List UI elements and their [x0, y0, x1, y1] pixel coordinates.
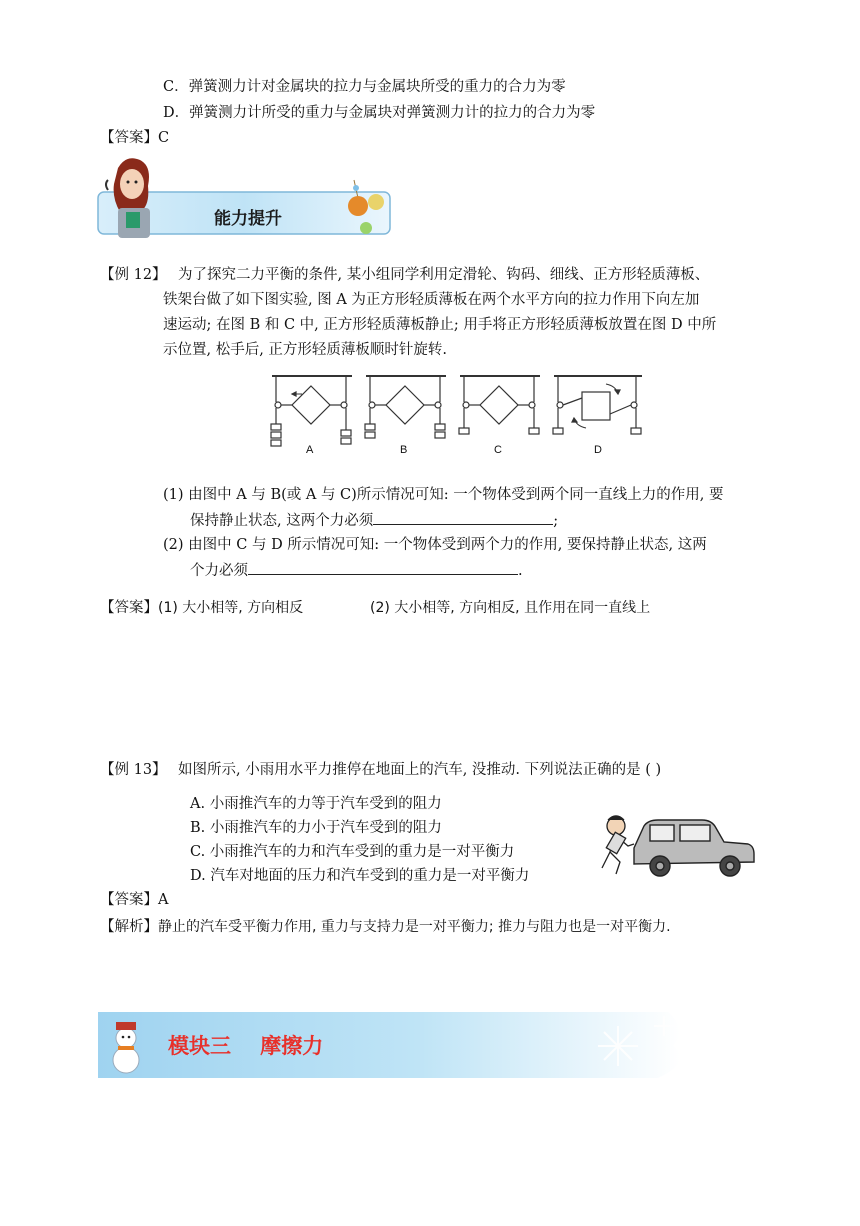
apparatus-c [459, 376, 540, 434]
ex12-label: 【例 12】 [100, 267, 167, 283]
ex12-line4: 示位置, 松手后, 正方形轻质薄板顺时针旋转. [163, 342, 448, 358]
ex12-line1: 为了探究二力平衡的条件, 某小组同学利用定滑轮、钩码、细线、正方形轻质薄板、 [178, 267, 710, 283]
figure-label-d: D [594, 444, 602, 456]
banner-title: 能力提升 [214, 209, 282, 229]
apparatus-d [553, 376, 642, 434]
figure-label-c: C [494, 444, 502, 456]
car-icon [598, 812, 758, 884]
q1-answer-blank[interactable] [373, 510, 553, 525]
ex13-stem: 如图所示, 小雨用水平力推停在地面上的汽车, 没推动. 下列说法正确的是 ( ) [178, 762, 662, 778]
q2-answer-blank[interactable] [248, 560, 518, 575]
answer-prev [100, 128, 169, 148]
option-d-prev: D．弹簧测力计所受的重力与金属块对弹簧测力计的拉力的合力为零 [163, 105, 596, 121]
ex12-answer [100, 598, 303, 618]
apparatus-a [271, 376, 352, 446]
answer-label: 【答案】 [100, 892, 158, 908]
ex12-line3: 速运动; 在图 B 和 C 中, 正方形轻质薄板静止; 用手将正方形轻质薄板放置在图 D 中所 [163, 317, 717, 333]
ex13-analysis [100, 917, 671, 937]
ex12-q1-line2 [190, 510, 558, 531]
answer-2: (2) 大小相等, 方向相反, 且作用在同一直线上 [370, 600, 651, 616]
ex13-label: 【例 13】 [100, 762, 167, 778]
analysis-label: 【解析】 [100, 919, 158, 935]
banner2-title: 模块三 摩擦力 [168, 1034, 324, 1058]
ex13-option-a: A. 小雨推汽车的力等于汽车受到的阻力 [190, 796, 442, 812]
car-push-illustration [598, 812, 758, 884]
ex12-q1-line1: (1) 由图中 A 与 B(或 A 与 C)所示情况可知: 一个物体受到两个同一直线上力的作用, 要 [163, 487, 724, 503]
ex12-figure [268, 372, 646, 460]
figure-label-a: A [306, 444, 314, 456]
ex13-option-b: B. 小雨推汽车的力小于汽车受到的阻力 [190, 820, 442, 836]
ex12-line2: 铁架台做了如下图实验, 图 A 为正方形轻质薄板在两个水平方向的拉力作用下向左加 [163, 292, 700, 308]
ex12-q2-line1: (2) 由图中 C 与 D 所示情况可知: 一个物体受到两个力的作用, 要保持静止状态, 这两 [163, 537, 707, 553]
ex13-answer [100, 890, 168, 910]
q2-end: . [518, 563, 523, 579]
analysis-text: 静止的汽车受平衡力作用, 重力与支持力是一对平衡力; 推力与阻力也是一对平衡力. [158, 919, 671, 935]
ex12-q2-line2 [190, 560, 523, 581]
answer-value: A [158, 892, 169, 908]
option-c-prev: C．弹簧测力计对金属块的拉力与金属块所受的重力的合力为零 [163, 79, 566, 95]
section-banner-module3 [98, 1010, 698, 1080]
child-icon [602, 816, 634, 874]
figure-label-b: B [400, 444, 408, 456]
q2-text: 个力必须 [190, 563, 248, 579]
answer-label: 【答案】 [100, 600, 158, 616]
q1-end: ; [553, 513, 559, 529]
section-banner-ability [96, 150, 396, 242]
answer-value: C [158, 130, 170, 146]
q1-text: 保持静止状态, 这两个力必须 [190, 513, 374, 529]
ex13-option-d: D. 汽车对地面的压力和汽车受到的重力是一对平衡力 [190, 868, 530, 884]
answer-label: 【答案】 [100, 130, 158, 146]
answer-1: (1) 大小相等, 方向相反 [158, 600, 304, 616]
apparatus-b [365, 376, 446, 438]
ex13-option-c: C. 小雨推汽车的力和汽车受到的重力是一对平衡力 [190, 844, 515, 860]
